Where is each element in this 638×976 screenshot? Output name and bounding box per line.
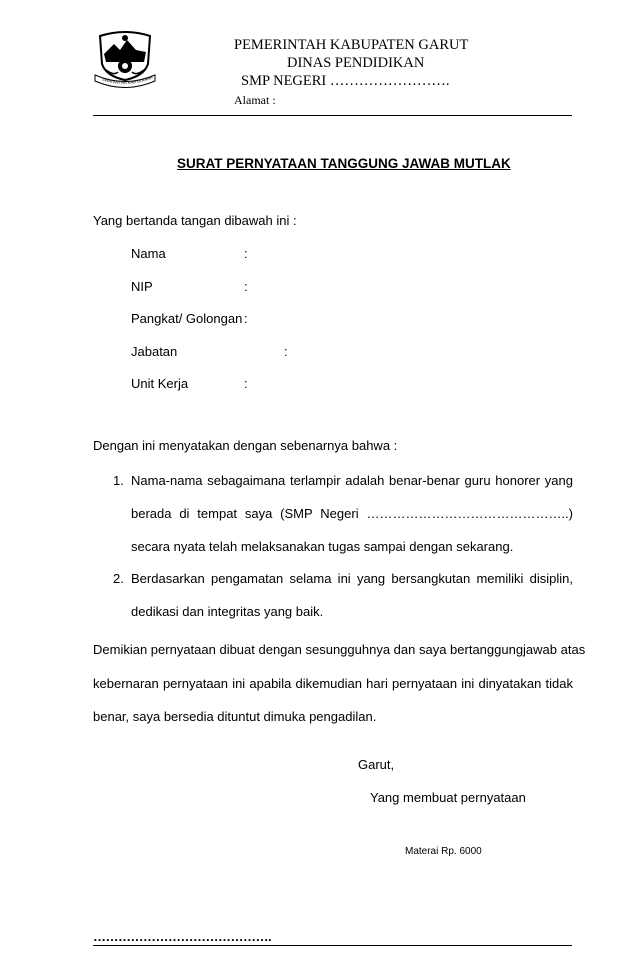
field-sep-unit-kerja: :	[244, 376, 248, 391]
field-sep-nip: :	[244, 279, 248, 294]
header-agency: DINAS PENDIDIKAN	[287, 55, 425, 71]
district-emblem	[94, 30, 156, 88]
field-label-jabatan: Jabatan	[131, 344, 178, 359]
statement-intro: Dengan ini menyatakan dengan sebenarnya bahwa :	[93, 438, 398, 453]
field-sep-jabatan: :	[284, 344, 288, 359]
header-government: PEMERINTAH KABUPATEN GARUT	[234, 37, 469, 53]
signature-place: Garut,	[358, 757, 395, 772]
intro-text: Yang bertanda tangan dibawah ini :	[93, 213, 297, 228]
garut-emblem-icon	[94, 30, 156, 88]
field-label-unit-kerja: Unit Kerja	[131, 376, 189, 391]
closing-line-1: Demikian pernyataan dibuat dengan sesungguhnya dan saya bertanggungjawab atas	[93, 642, 586, 657]
stamp-duty-note: Materai Rp. 6000	[405, 846, 482, 857]
closing-line-3: benar, saya bersedia dituntut dimuka pengadilan.	[93, 709, 377, 724]
list-item-2-line-2: dedikasi dan integritas yang baik.	[131, 604, 324, 619]
closing-line-2: kebernaran pernyataan ini apabila dikemudian hari pernyataan ini dinyatakan tidak	[93, 676, 573, 691]
footer-rule	[93, 945, 572, 946]
list-item-1-line-3: secara nyata telah melaksanakan tugas sampai dengan sekarang.	[131, 539, 514, 554]
field-label-nip: NIP	[131, 279, 153, 294]
emblem-motto: SWATANTRA KARTA RAHA	[101, 74, 154, 86]
signature-maker: Yang membuat pernyataan	[370, 790, 526, 805]
list-item-2-line-1: Berdasarkan pengamatan selama ini yang bersangkutan memiliki disiplin,	[131, 571, 573, 586]
field-label-nama: Nama	[131, 246, 166, 261]
list-item-1-line-2: berada di tempat saya (SMP Negeri ………………………………………..)	[131, 506, 573, 521]
signature-name-line: …………………………………….	[93, 929, 272, 944]
list-number-2: 2.	[113, 571, 124, 586]
document-title: SURAT PERNYATAAN TANGGUNG JAWAB MUTLAK	[177, 156, 511, 171]
field-label-pangkat: Pangkat/ Golongan	[131, 311, 243, 326]
field-sep-pangkat: :	[244, 311, 248, 326]
list-item-1-line-1: Nama-nama sebagaimana terlampir adalah benar-benar guru honorer yang	[131, 473, 573, 488]
header-address: Alamat :	[234, 93, 276, 107]
field-sep-nama: :	[244, 246, 248, 261]
header-school: SMP NEGERI …………………….	[241, 73, 450, 89]
header-rule	[93, 115, 572, 116]
list-number-1: 1.	[113, 473, 124, 488]
